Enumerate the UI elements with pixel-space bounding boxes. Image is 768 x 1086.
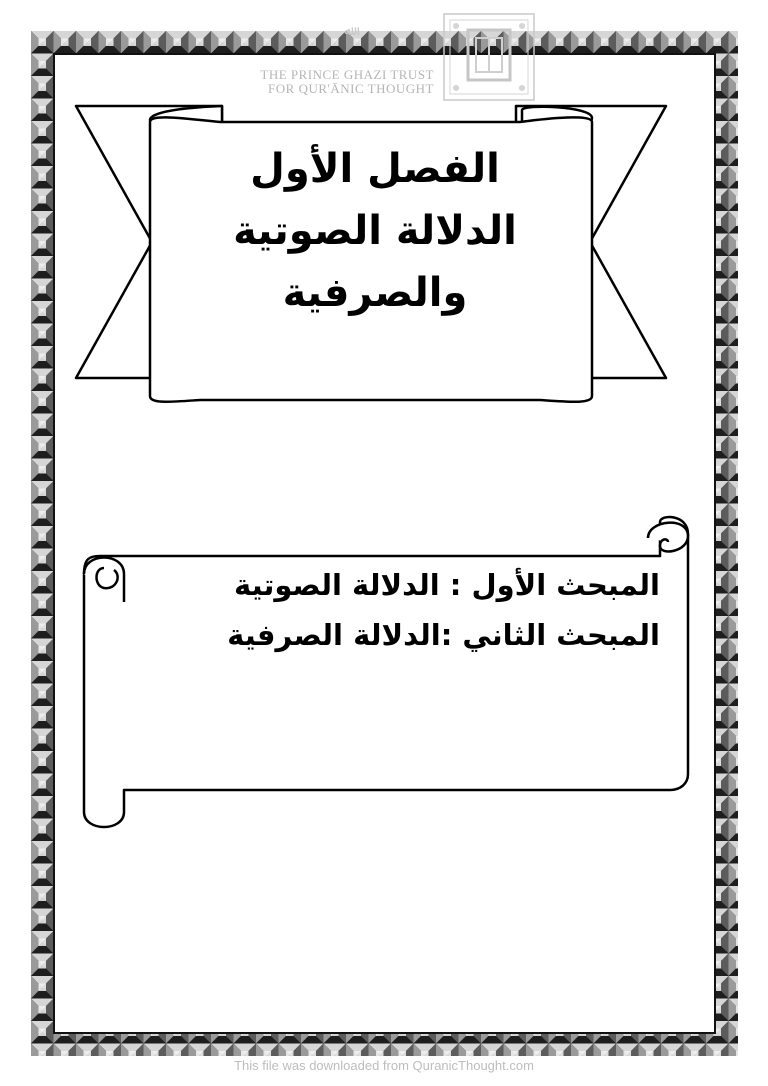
- watermark-arabic-calligraphy: ﷲ: [344, 24, 352, 39]
- watermark-org-line1: THE PRINCE GHAZI TRUST: [260, 67, 434, 82]
- calligraphy-seal-icon: [442, 12, 536, 102]
- chapter-title-block: [160, 138, 590, 324]
- section-list: [160, 560, 660, 660]
- watermark-org-name: [228, 68, 434, 96]
- chapter-number: الفصل الأول: [250, 146, 500, 192]
- section-item-2: المبحث الثاني :الدلالة الصرفية: [227, 618, 660, 652]
- download-footer-note: This file was downloaded from QuranicThought.com: [234, 1058, 534, 1073]
- section-item-1: المبحث الأول : الدلالة الصوتية: [234, 568, 660, 602]
- chapter-title-line1: الدلالة الصوتية: [233, 208, 517, 254]
- watermark-org-line2: FOR QUR'ĀNIC THOUGHT: [268, 81, 434, 96]
- publisher-watermark: [228, 12, 540, 104]
- chapter-title-line2: والصرفية: [282, 270, 468, 316]
